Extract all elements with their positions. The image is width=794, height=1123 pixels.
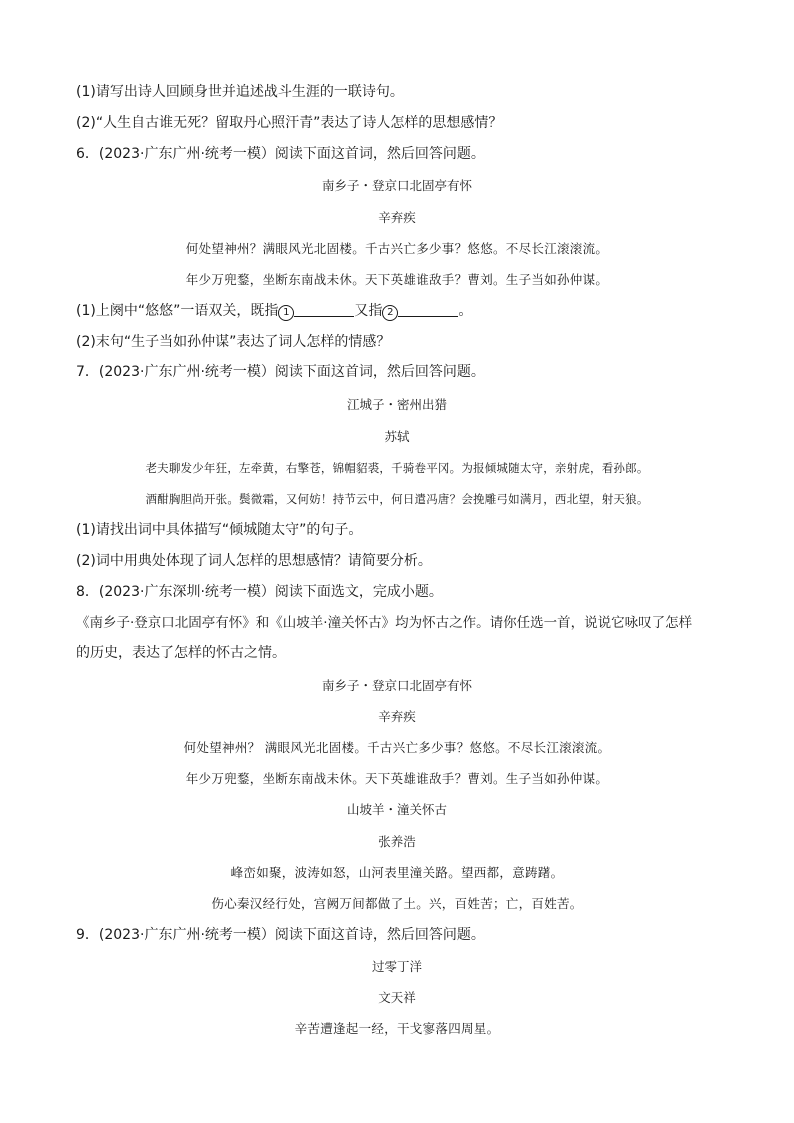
answer-blank-2[interactable] — [398, 302, 458, 317]
line-q5-sub2: (2)“人生自古谁无死？留取丹心照汗青”表达了诗人怎样的思想感情？ — [76, 115, 503, 131]
q8-poem2-author: 张养浩 — [378, 834, 416, 849]
q7-sub1: (1)请找出词中具体描写“倾城随太守”的句子。 — [76, 522, 363, 538]
q7-stem: 7．(2023·广东广州·统考一模）阅读下面这首词，然后回答问题。 — [76, 364, 485, 380]
q6-poem-line-2: 年少万兜鍪，坐断东南战未休。天下英雄谁敌手？曹刘。生子当如孙仲谋。 — [185, 272, 609, 287]
q6-sub1-end: 。 — [458, 303, 473, 319]
q6-sub1-mid: 又指 — [354, 303, 383, 319]
q6-sub2: (2)末句“生子当如孙仲谋”表达了词人怎样的情感？ — [76, 334, 391, 350]
q6-sub1-prefix: (1)上阕中“悠悠”一语双关，既指 — [76, 303, 279, 319]
q9-poem-line-1: 辛苦遭逢起一经，干戈寥落四周星。 — [294, 1021, 500, 1036]
q6-sub1 — [76, 301, 734, 321]
line-q5-sub1: (1)请写出诗人回顾身世并追述战斗生涯的一联诗句。 — [76, 84, 404, 100]
circled-number-1: 1 — [278, 305, 294, 321]
q7-sub2: (2)词中用典处体现了词人怎样的思想感情？请简要分析。 — [76, 553, 432, 569]
q6-poem-line-1: 何处望神州？满眼风光北固楼。千古兴亡多少事？悠悠。不尽长江滚滚流。 — [185, 241, 609, 256]
q6-poem-title: 南乡子・登京口北固亭有怀 — [321, 178, 472, 193]
q8-poem1-author: 辛弃疾 — [378, 709, 416, 724]
circled-number-2: 2 — [382, 305, 398, 321]
q9-poem-author: 文天祥 — [378, 990, 416, 1005]
q7-poem-line-2: 酒酣胸胆尚开张。鬓微霜，又何妨！持节云中，何日遣冯唐？会挽雕弓如满月，西北望，射天狼。 — [145, 492, 649, 506]
q8-poem2-line-2: 伤心秦汉经行处，宫阙万间都做了土。兴，百姓苦；亡，百姓苦。 — [211, 896, 583, 911]
answer-blank-1[interactable] — [294, 302, 354, 317]
q6-stem: 6．(2023·广东广州·统考一模）阅读下面这首词，然后回答问题。 — [76, 146, 485, 162]
q6-poem-author: 辛弃疾 — [378, 210, 416, 225]
q8-poem1-line-1: 何处望神州？ 满眼风光北固楼。千古兴亡多少事？悠悠。不尽长江滚滚流。 — [183, 740, 611, 755]
q9-poem-title: 过零丁洋 — [371, 959, 422, 974]
q7-poem-title: 江城子・密州出猎 — [346, 397, 447, 412]
q7-poem-author: 苏轼 — [384, 429, 410, 444]
q8-poem2-title: 山坡羊・潼关怀古 — [346, 802, 447, 817]
q8-poem1-title: 南乡子・登京口北固亭有怀 — [321, 678, 472, 693]
q7-poem-line-1: 老夫聊发少年狂，左牵黄，右擎苍，锦帽貂裘，千骑卷平冈。为报倾城随太守，亲射虎，看孙郎。 — [145, 461, 649, 475]
q9-stem: 9．(2023·广东广州·统考一模）阅读下面这首诗，然后回答问题。 — [76, 927, 485, 943]
q8-stem: 8．(2023·广东深圳·统考一模）阅读下面选文，完成小题。 — [76, 584, 443, 600]
q8-prompt-line-1: 《南乡子·登京口北固亭有怀》和《山坡羊·潼关怀古》均为怀古之作。请你任选一首，说说它咏叹了怎样 — [76, 615, 693, 631]
q8-poem1-line-2: 年少万兜鍪，坐断东南战未休。天下英雄谁敌手？曹刘。生子当如孙仲谋。 — [185, 771, 609, 786]
q8-poem2-line-1: 峰峦如聚，波涛如怒，山河表里潼关路。望西都，意踌躇。 — [230, 865, 564, 880]
q8-prompt-line-2: 的历史，表达了怎样的怀古之情。 — [76, 645, 286, 661]
